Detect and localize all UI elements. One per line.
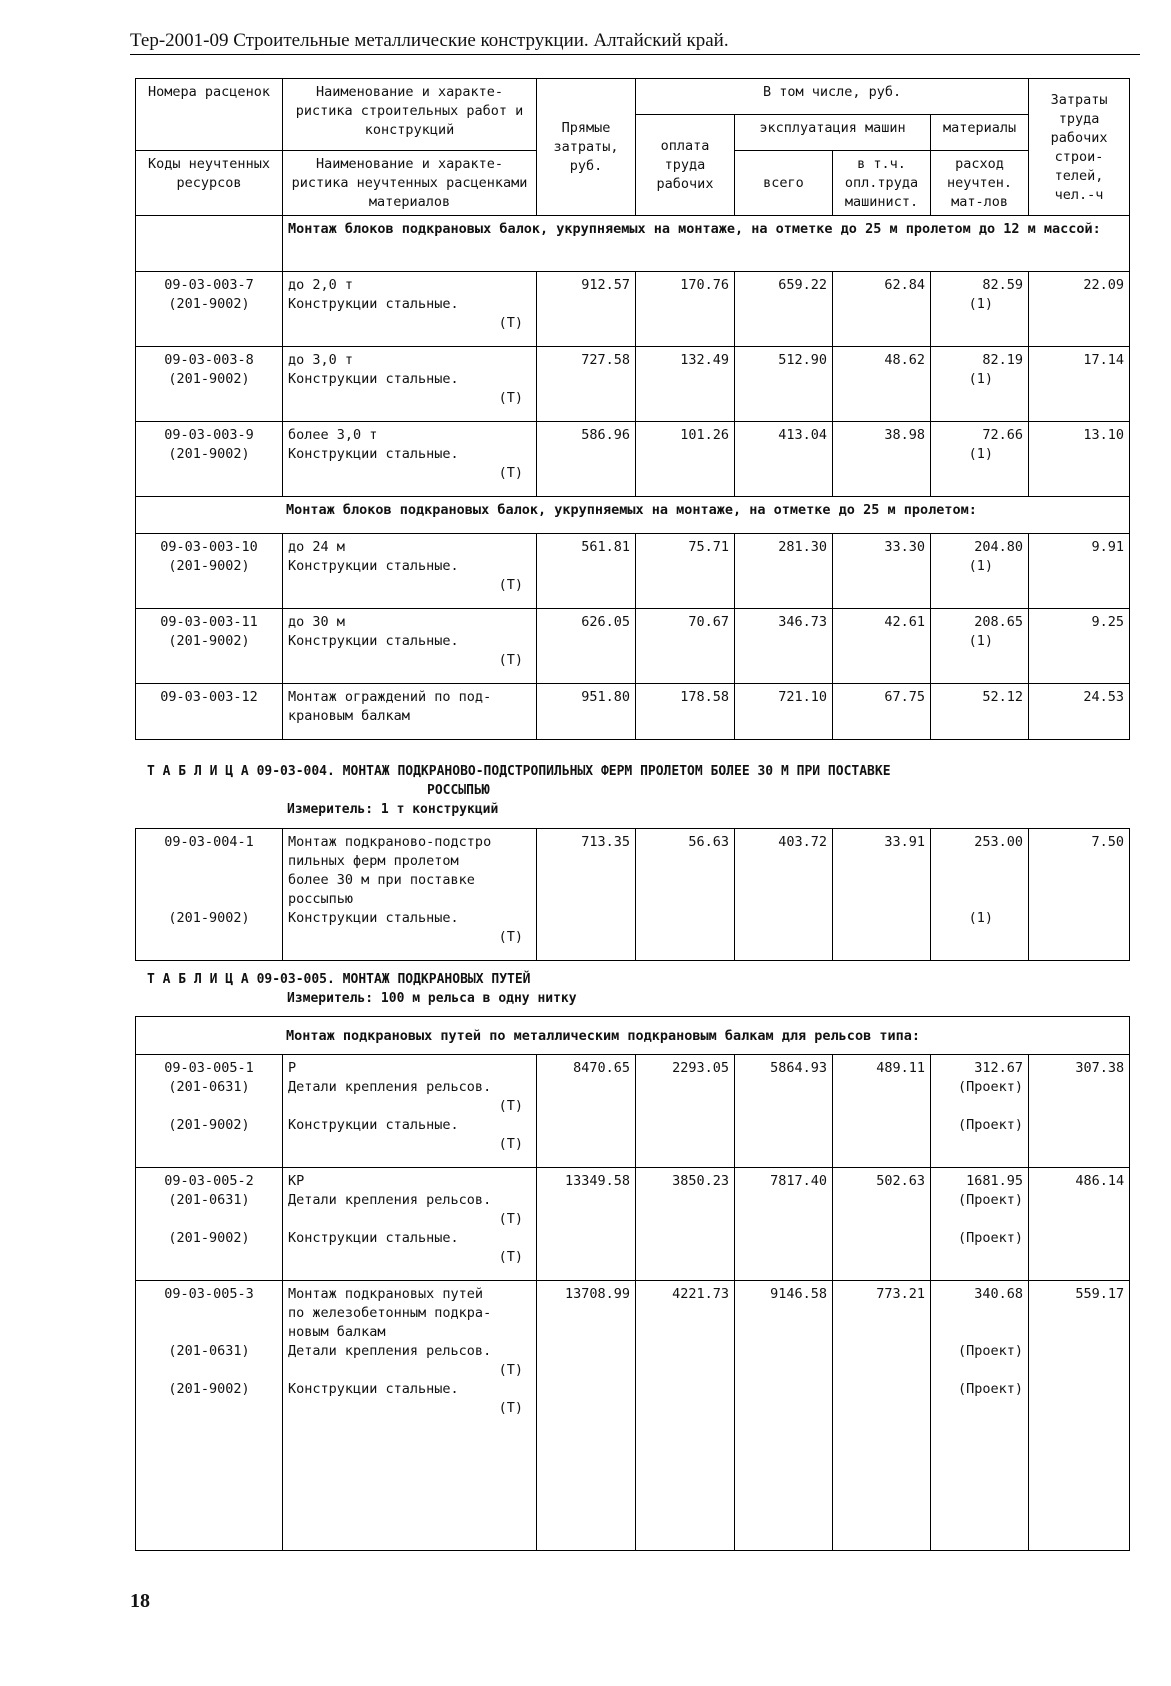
table-005-title: Т А Б Л И Ц А 09-03-005. МОНТАЖ ПОДКРАНОВЫХ ПУТЕЙ (147, 972, 531, 987)
rate-code: 09-03-003-10 (160, 539, 258, 555)
direct-cost: 8470.65 (537, 1055, 636, 1168)
material-cost: 204.80 (974, 539, 1024, 555)
machine-wage: 42.61 (833, 609, 931, 684)
resource-code: (201-0631) (168, 1343, 250, 1359)
material-sub: (Проект) (957, 1230, 1023, 1246)
machine-cost: 721.10 (735, 684, 833, 740)
unit-mark: (Т) (498, 315, 523, 331)
resource-code: (201-9002) (168, 1381, 250, 1397)
unit-mark: (Т) (498, 465, 523, 481)
section-heading-1: Монтаж блоков подкрановых балок, укрупняемых на монтаже, на отметке до 25 м пролетом до 12 м массой: (283, 216, 1130, 272)
material-name: Конструкции стальные. (288, 371, 459, 387)
table-row (136, 609, 1130, 684)
rate-name-cont: крановым балкам (288, 708, 410, 724)
rate-name: Монтаж ограждений по под- (288, 689, 492, 705)
unit-mark: (Т) (498, 577, 523, 593)
material-cost: 312.67 (974, 1060, 1023, 1076)
unit-mark: (Т) (498, 652, 523, 668)
col-header-machines-total: всего (735, 151, 833, 216)
table-row (136, 1281, 1130, 1551)
direct-cost: 586.96 (537, 422, 636, 497)
machine-wage: 62.84 (833, 272, 931, 347)
rate-name: Р (288, 1060, 297, 1076)
rates-table-004 (135, 828, 1130, 961)
material-sub: (Проект) (957, 1117, 1023, 1133)
unit-mark: (Т) (498, 1400, 523, 1416)
machine-cost: 9146.58 (735, 1281, 833, 1551)
material-cost: 340.68 (974, 1286, 1023, 1302)
wage-cost: 70.67 (636, 609, 735, 684)
unit-mark: (Т) (498, 1249, 523, 1265)
table-row (136, 534, 1130, 609)
material-cost: 82.59 (982, 277, 1024, 293)
col-header-codes: Номера расценок (136, 79, 283, 151)
table-004-caption (147, 762, 1137, 819)
col-header-machines: эксплуатация машин (735, 115, 931, 151)
table-005-caption (147, 970, 1137, 1008)
material-name: Конструкции стальные. (288, 910, 459, 926)
machine-wage: 67.75 (833, 684, 931, 740)
col-header-wage: оплата труда рабочих (636, 115, 735, 216)
direct-cost: 713.35 (537, 829, 636, 961)
page-header: Тер-2001-09 Строительные металлические конструкции. Алтайский край. (130, 30, 1140, 55)
material-cost: 72.66 (982, 427, 1024, 443)
direct-cost: 727.58 (537, 347, 636, 422)
section-heading-2: Монтаж блоков подкрановых балок, укрупняемых на монтаже, на отметке до 25 м пролетом: (136, 497, 1130, 534)
material-sub: (Проект) (957, 1343, 1023, 1359)
material-name: Детали крепления рельсов. (288, 1079, 492, 1095)
material-name: Конструкции стальные. (288, 446, 459, 462)
unit-mark: (Т) (498, 1136, 523, 1152)
rate-code: 09-03-003-7 (164, 277, 254, 293)
wage-cost: 3850.23 (636, 1168, 735, 1281)
material-sub: (1) (968, 446, 994, 462)
labor-cost: 17.14 (1029, 347, 1130, 422)
direct-cost: 13708.99 (537, 1281, 636, 1551)
resource-code: (201-9002) (168, 910, 250, 926)
material-sub: (1) (968, 371, 994, 387)
material-sub: (1) (968, 296, 994, 312)
unit-mark: (Т) (498, 390, 523, 406)
rate-name-cont: россыпью (288, 891, 354, 907)
machine-cost: 512.90 (735, 347, 833, 422)
labor-cost: 307.38 (1029, 1055, 1130, 1168)
rate-name: до 2,0 т (288, 277, 354, 293)
rate-name: Монтаж подкраново-подстро (288, 834, 492, 850)
resource-code: (201-9002) (168, 296, 250, 312)
rate-name: до 3,0 т (288, 352, 354, 368)
unit-mark: (Т) (498, 1098, 523, 1114)
table-004-title: Т А Б Л И Ц А 09-03-004. МОНТАЖ ПОДКРАНОВО-ПОДСТРОПИЛЬНЫХ ФЕРМ ПРОЛЕТОМ БОЛЕЕ 30 М ПРИ ПОСТАВКЕ (147, 764, 891, 779)
table-004-unit: Измеритель: 1 т конструкций (287, 802, 499, 817)
rate-code: 09-03-003-9 (164, 427, 254, 443)
machine-cost: 413.04 (735, 422, 833, 497)
col-header-material-names: Наименование и характе-ристика неучтенных расценками материалов (283, 151, 537, 216)
labor-cost: 486.14 (1029, 1168, 1130, 1281)
resource-code: (201-9002) (168, 1117, 250, 1133)
section-heading-3: Монтаж подкрановых путей по металлическим подкрановым балкам для рельсов типа: (136, 1017, 1130, 1055)
labor-cost: 9.25 (1029, 609, 1130, 684)
col-header-direct: Прямые затраты, руб. (537, 79, 636, 216)
wage-cost: 101.26 (636, 422, 735, 497)
material-sub: (1) (968, 558, 994, 574)
col-header-materials-sub: расход неучтен. мат-лов (931, 151, 1029, 216)
rate-name: более 3,0 т (288, 427, 378, 443)
material-name: Детали крепления рельсов. (288, 1192, 492, 1208)
resource-code: (201-0631) (168, 1192, 250, 1208)
unit-mark: (Т) (498, 1211, 523, 1227)
machine-wage: 489.11 (833, 1055, 931, 1168)
labor-cost: 22.09 (1029, 272, 1130, 347)
labor-cost: 24.53 (1029, 684, 1130, 740)
resource-code: (201-0631) (168, 1079, 250, 1095)
material-cost: 208.65 (974, 614, 1024, 630)
material-sub: (1) (968, 633, 994, 649)
rates-table-005 (135, 1016, 1130, 1551)
material-sub: (Проект) (957, 1381, 1023, 1397)
machine-wage: 502.63 (833, 1168, 931, 1281)
labor-cost: 559.17 (1029, 1281, 1130, 1551)
machine-cost: 346.73 (735, 609, 833, 684)
rate-name-cont: по железобетонным подкра- (288, 1305, 492, 1321)
rate-name: КР (288, 1173, 305, 1189)
rate-name-cont: новым балкам (288, 1324, 386, 1340)
rate-name-cont: пильных ферм пролетом (288, 853, 459, 869)
direct-cost: 912.57 (537, 272, 636, 347)
resource-code: (201-9002) (168, 633, 250, 649)
machine-cost: 5864.93 (735, 1055, 833, 1168)
material-name: Конструкции стальные. (288, 633, 459, 649)
material-cost: 253.00 (974, 834, 1023, 850)
labor-cost: 7.50 (1029, 829, 1130, 961)
rate-code: 09-03-005-3 (164, 1286, 254, 1302)
direct-cost: 951.80 (537, 684, 636, 740)
rates-table-003 (135, 78, 1130, 740)
wage-cost: 2293.05 (636, 1055, 735, 1168)
col-header-labor: Затраты труда рабочих строи-телей, чел.-ч (1029, 79, 1130, 216)
table-row (136, 1055, 1130, 1168)
rate-code: 09-03-004-1 (164, 834, 254, 850)
wage-cost: 75.71 (636, 534, 735, 609)
resource-code: (201-9002) (168, 446, 250, 462)
unit-mark: (Т) (498, 929, 523, 945)
rate-name: до 24 м (288, 539, 345, 555)
col-header-materials: материалы (931, 115, 1029, 151)
unit-mark: (Т) (498, 1362, 523, 1378)
material-name: Конструкции стальные. (288, 1381, 459, 1397)
material-name: Конструкции стальные. (288, 296, 459, 312)
material-name: Конструкции стальные. (288, 1230, 459, 1246)
material-cost: 1681.95 (966, 1173, 1023, 1189)
machine-cost: 403.72 (735, 829, 833, 961)
machine-cost: 7817.40 (735, 1168, 833, 1281)
material-name: Конструкции стальные. (288, 1117, 459, 1133)
material-sub: (Проект) (957, 1192, 1023, 1208)
direct-cost: 561.81 (537, 534, 636, 609)
machine-cost: 281.30 (735, 534, 833, 609)
col-header-group: В том числе, руб. (636, 79, 1029, 115)
table-row (136, 422, 1130, 497)
col-header-machines-wage: в т.ч. опл.труда машинист. (833, 151, 931, 216)
material-name: Конструкции стальные. (288, 558, 459, 574)
table-row (136, 347, 1130, 422)
wage-cost: 4221.73 (636, 1281, 735, 1551)
machine-cost: 659.22 (735, 272, 833, 347)
rate-name: до 30 м (288, 614, 345, 630)
direct-cost: 626.05 (537, 609, 636, 684)
machine-wage: 48.62 (833, 347, 931, 422)
rate-code: 09-03-003-12 (136, 684, 283, 740)
table-005-unit: Измеритель: 100 м рельса в одну нитку (287, 991, 577, 1006)
material-cost: 82.19 (982, 352, 1024, 368)
rate-code: 09-03-005-2 (164, 1173, 254, 1189)
rate-name: Монтаж подкрановых путей (288, 1286, 484, 1302)
resource-code: (201-9002) (168, 558, 250, 574)
material-cost: 52.12 (931, 684, 1029, 740)
direct-cost: 13349.58 (537, 1168, 636, 1281)
table-row (136, 272, 1130, 347)
material-sub: (Проект) (957, 1079, 1023, 1095)
col-header-name: Наименование и характе-ристика строительных работ и конструкций (283, 79, 537, 151)
wage-cost: 132.49 (636, 347, 735, 422)
wage-cost: 178.58 (636, 684, 735, 740)
rate-name-cont: более 30 м при поставке (288, 872, 475, 888)
table-row (136, 829, 1130, 961)
col-header-resources: Коды неучтенных ресурсов (136, 151, 283, 216)
rate-code: 09-03-005-1 (164, 1060, 254, 1076)
page-number: 18 (130, 1590, 150, 1612)
material-sub: (1) (968, 910, 993, 926)
wage-cost: 170.76 (636, 272, 735, 347)
resource-code: (201-9002) (168, 1230, 250, 1246)
wage-cost: 56.63 (636, 829, 735, 961)
table-004-title-cont: РОССЫПЬЮ (427, 783, 490, 798)
machine-wage: 33.91 (833, 829, 931, 961)
table-row (136, 684, 1130, 740)
machine-wage: 773.21 (833, 1281, 931, 1551)
machine-wage: 33.30 (833, 534, 931, 609)
labor-cost: 13.10 (1029, 422, 1130, 497)
material-name: Детали крепления рельсов. (288, 1343, 492, 1359)
table-row (136, 1168, 1130, 1281)
resource-code: (201-9002) (168, 371, 250, 387)
machine-wage: 38.98 (833, 422, 931, 497)
labor-cost: 9.91 (1029, 534, 1130, 609)
rate-code: 09-03-003-8 (164, 352, 254, 368)
rate-code: 09-03-003-11 (160, 614, 258, 630)
